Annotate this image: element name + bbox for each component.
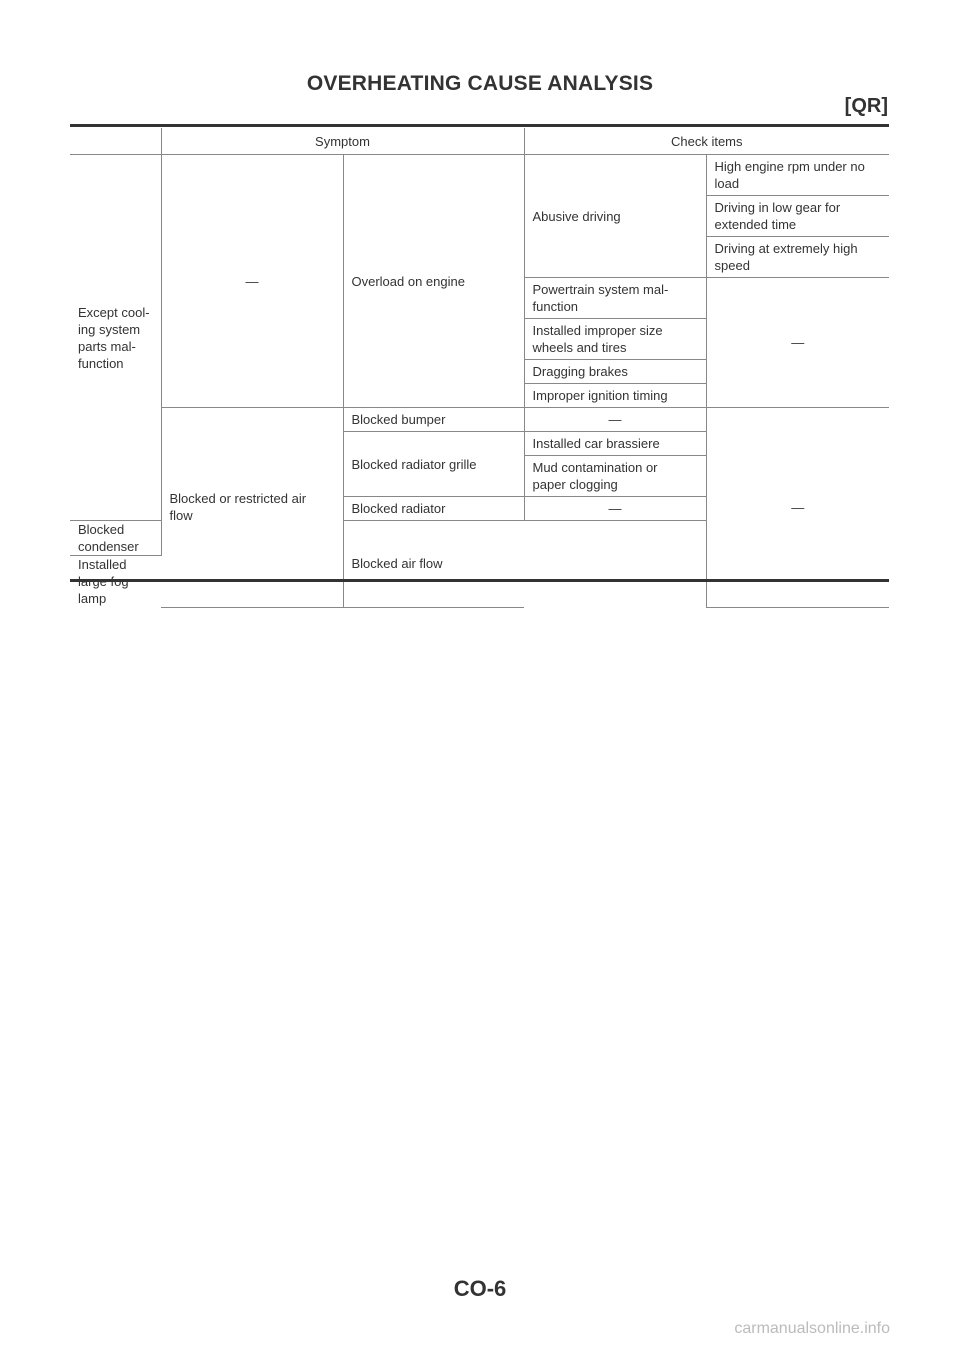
cell-blocked-air-flow-group: Blocked or restricted air flow <box>161 408 343 608</box>
overheating-cause-table <box>70 128 889 608</box>
cell-ignition-timing: Improper ignition timing <box>524 384 706 408</box>
section-code: [QR] <box>844 95 888 117</box>
table-row <box>70 155 889 196</box>
cell-blocked-grille: Blocked radiator grille <box>343 432 524 497</box>
header-symptom: Symptom <box>161 128 524 155</box>
cell-dragging-brakes: Dragging brakes <box>524 360 706 384</box>
header-empty-cell <box>70 128 161 155</box>
header-check-items: Check items <box>524 128 889 155</box>
cell-high-engine-rpm: High engine rpm under no load <box>706 155 889 196</box>
cell-powertrain: Powertrain system mal- function <box>524 278 706 319</box>
cell-low-gear: Driving in low gear for extended time <box>706 196 889 237</box>
cell-dash-air-check: — <box>706 408 889 608</box>
cell-abusive-driving: Abusive driving <box>524 155 706 278</box>
cell-improper-wheels: Installed improper size wheels and tires <box>524 319 706 360</box>
cause-group-except-cooling: Except cool- ing system parts mal- function <box>70 155 161 521</box>
cell-dash-radiator: — <box>524 497 706 521</box>
table-header-row <box>70 128 889 155</box>
cell-blocked-air-flow: Blocked air flow <box>343 521 524 608</box>
cell-blocked-radiator: Blocked radiator <box>343 497 524 521</box>
cell-car-brassiere: Installed car brassiere <box>524 432 706 456</box>
bottom-rule <box>70 579 889 582</box>
watermark: carmanualsonline.info <box>734 1320 890 1337</box>
cell-dash-others: — <box>706 278 889 408</box>
cell-high-speed: Driving at extremely high speed <box>706 237 889 278</box>
cell-fog-lamp: Installed lamp <box>70 556 161 608</box>
table-row <box>70 408 889 432</box>
page-number: CO-6 <box>453 1276 507 1301</box>
cell-blocked-bumper: Blocked bumper <box>343 408 524 432</box>
cell-dash-bumper: — <box>524 408 706 432</box>
page-title: OVERHEATING CAUSE ANALYSIS <box>306 72 654 95</box>
cell-overload-on-engine: Overload on engine <box>343 155 524 408</box>
cell-blocked-condenser: Blocked condenser <box>70 521 161 556</box>
cell-mud-contamination: Mud contamination or paper clogging <box>524 456 706 497</box>
top-rule <box>70 124 889 127</box>
cell-dash-overload: — <box>161 155 343 408</box>
